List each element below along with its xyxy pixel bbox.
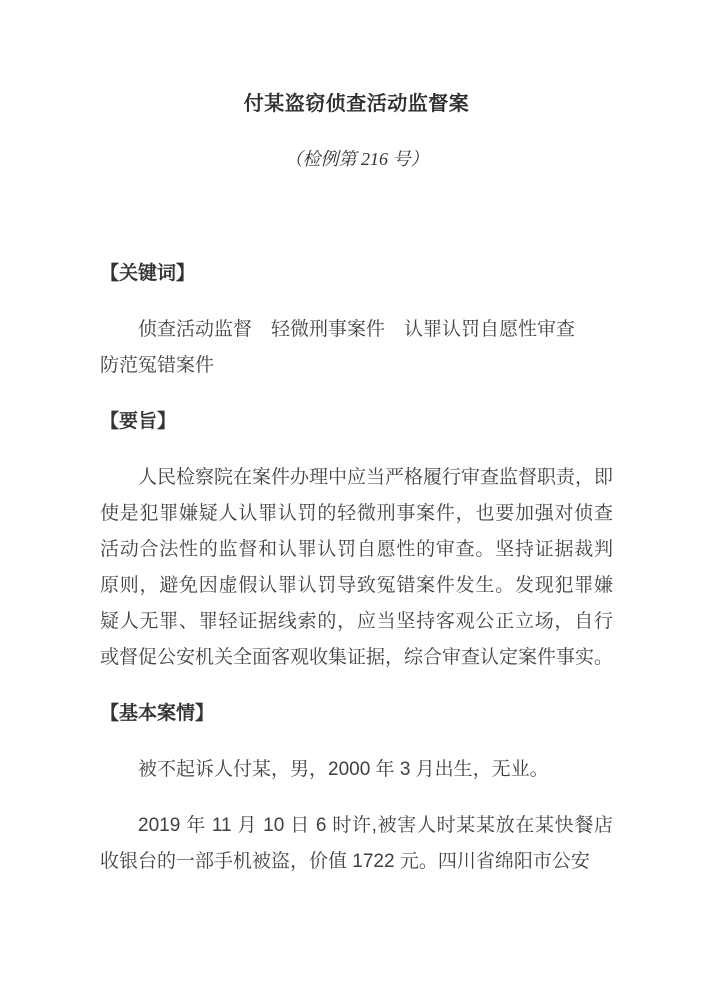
paragraph-line: 或督促公安机关全面客观收集证据，综合审查认定案件事实。: [100, 647, 614, 668]
facts-paragraph-1: [100, 752, 613, 788]
section-keywords: [100, 256, 613, 384]
paragraph-line: 疑人无罪、罪轻证据线索的，应当坚持客观公正立场，自行: [100, 611, 613, 632]
paragraph-line: 收银台的一部手机被盗，价值 1722 元。四川省绵阳市公安: [100, 851, 590, 872]
section-heading-keywords: 【关键词】: [100, 263, 196, 284]
paragraph-line: 使是犯罪嫌疑人认罪认罚的轻微刑事案件，也要加强对侦查: [100, 503, 613, 524]
section-facts: [100, 696, 613, 880]
section-summary: [100, 404, 613, 676]
keywords-paragraph: [100, 312, 613, 384]
section-heading-summary: 【要旨】: [100, 411, 177, 432]
facts-paragraph-2: [100, 808, 613, 880]
summary-paragraph: [100, 460, 613, 676]
document-content: [0, 89, 707, 880]
doc-subtitle: （检例第 216 号）: [284, 149, 429, 169]
doc-title: 付某盗窃侦查活动监督案: [243, 93, 470, 115]
paragraph-line: 防范冤错案件: [100, 355, 215, 376]
paragraph-line: 被不起诉人付某，男，2000 年 3 月出生，无业。: [138, 759, 549, 780]
paragraph-line: 人民检察院在案件办理中应当严格履行审查监督职责，即: [138, 467, 614, 488]
paragraph-line: 原则，避免因虚假认罪认罚导致冤错案件发生。发现犯罪嫌: [100, 575, 613, 596]
paragraph-line: 活动合法性的监督和认罪认罚自愿性的审查。坚持证据裁判: [100, 539, 613, 560]
paragraph-line: 侦查活动监督 轻微刑事案件 认罪认罚自愿性审查: [138, 319, 576, 340]
section-heading-facts: 【基本案情】: [100, 703, 215, 724]
paragraph-line: 2019 年 11 月 10 日 6 时许,被害人时某某放在某快餐店: [138, 815, 613, 836]
